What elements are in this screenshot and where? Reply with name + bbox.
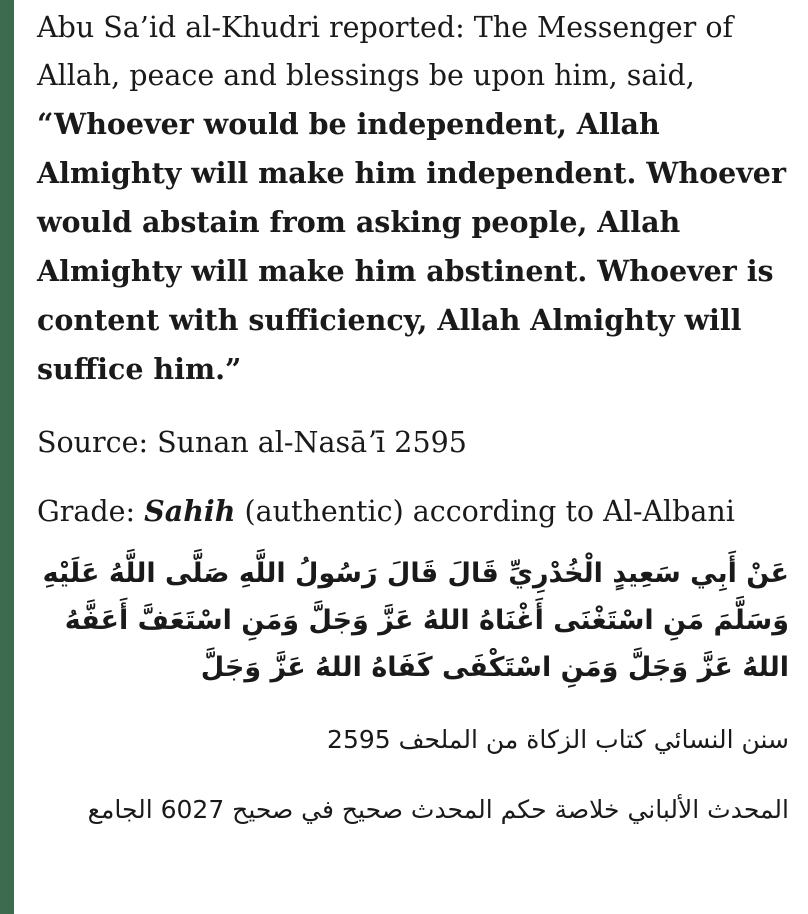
side-accent-bar <box>0 0 14 914</box>
arabic-grade-line: المحدث الألباني خلاصة حكم المحدث صحيح في صحيح 6027 الجامع <box>87 795 789 824</box>
source-line: Source: Sunan al-Nasāʼī 2595 <box>37 426 467 459</box>
hadith-quote: “Whoever would be independent, Allah Almighty will make him independent. Whoever would abstain from asking people, Allah Almighty will make him abstinent. Whoever is content with sufficiency, Allah Almighty will suffice him.” <box>37 107 786 386</box>
grade-line <box>37 491 789 532</box>
arabic-source-line: سنن النسائي كتاب الزكاة من الملحف 2595 <box>327 725 789 754</box>
arabic-hadith-text: عَنْ أَبِي سَعِيدٍ الْخُدْرِيِّ قَالَ قَالَ رَسُولُ اللَّهِ صَلَّى اللَّهُ عَلَيْهِ وَسَلَّمَ مَنِ اسْتَغْنَى أَغْنَاهُ اللهُ عَزَّ وَجَلَّ وَمَنِ اسْتَعَفَّ أَعَفَّهُ اللهُ عَزَّ وَجَلَّ وَمَنِ اسْتَكْفَى كَفَاهُ اللهُ عَزَّ وَجَلَّ <box>42 558 789 683</box>
narration-intro: Abu Sa’id al-Khudri reported: The Messenger of Allah, peace and blessings be upon him, said, <box>37 11 734 92</box>
grade-value: Sahih <box>144 494 236 528</box>
grade-label: Grade: <box>37 495 145 528</box>
hadith-narration <box>37 4 789 394</box>
hadith-content <box>37 4 789 858</box>
grade-description: (authentic) according to Al-Albani <box>235 495 735 528</box>
